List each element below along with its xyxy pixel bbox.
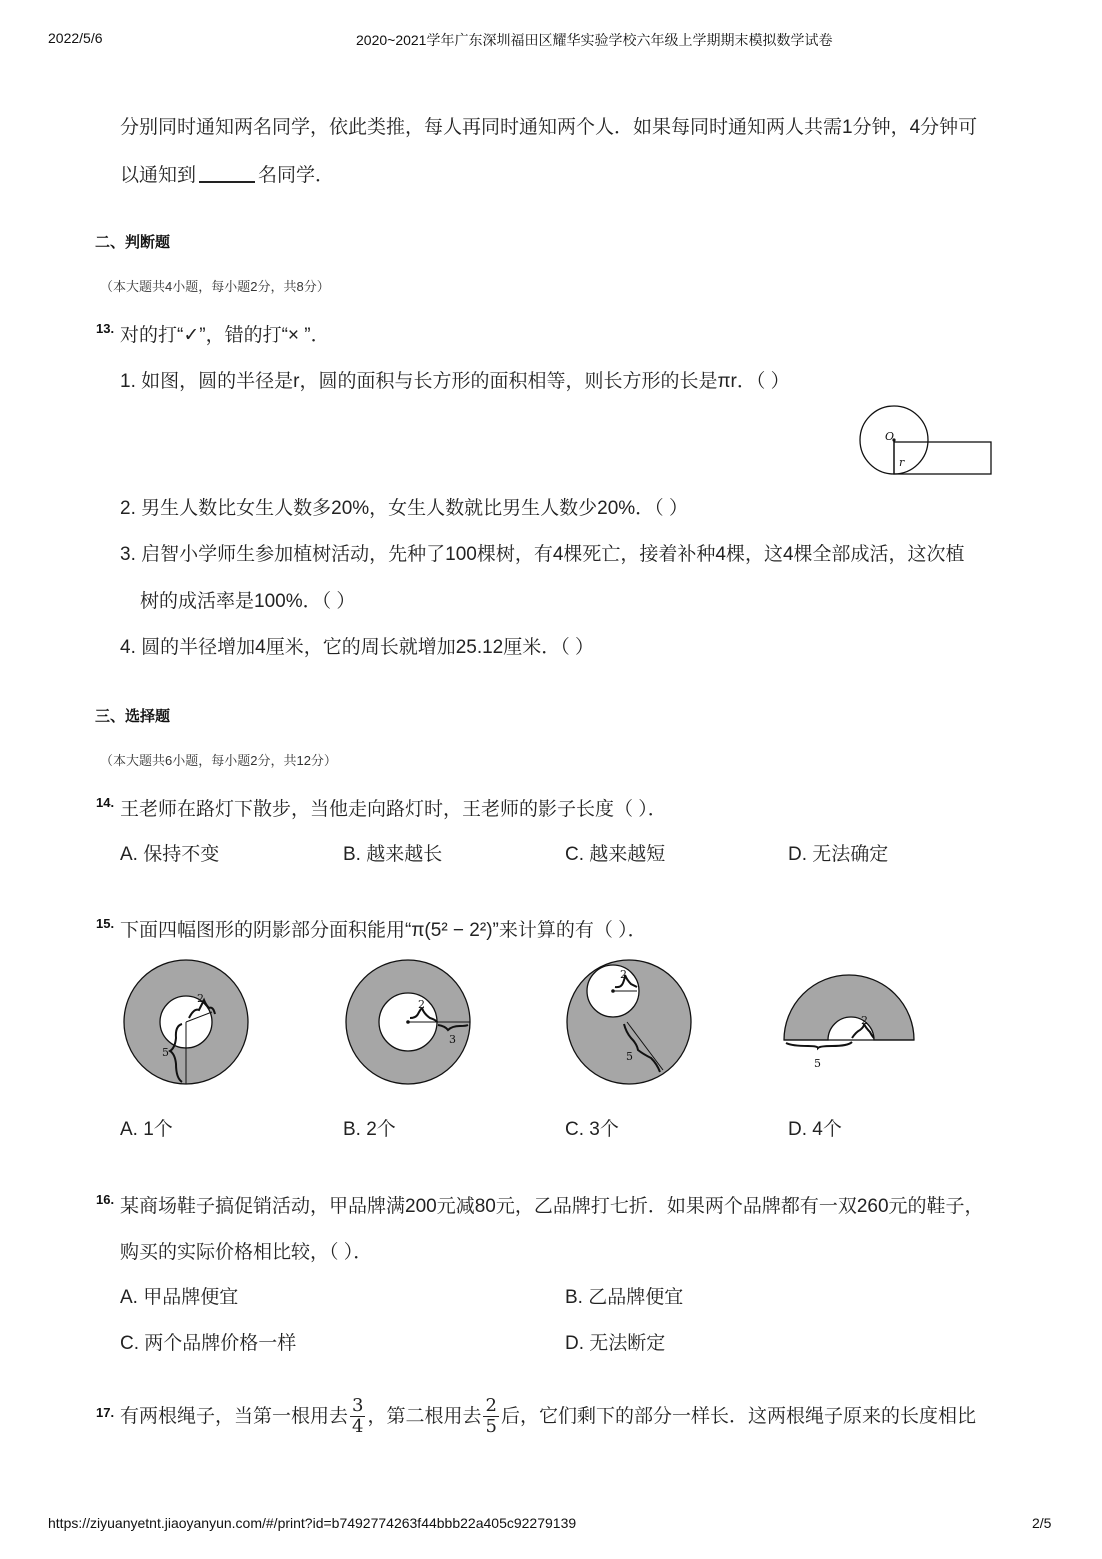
label-5: 5 <box>814 1057 821 1070</box>
q15-stem: 下面四幅图形的阴影部分面积能用“π(5² − 2²)”来计算的有（ ）． <box>120 920 647 941</box>
q16-option-d[interactable]: D. 无法断定 <box>565 1333 666 1354</box>
label-2: 2 <box>418 998 425 1011</box>
q17-part1: 有两根绳子，当第一根用去 <box>120 1406 349 1427</box>
semi-ring-figure <box>778 970 920 1076</box>
q14-option-a[interactable]: A. 保持不变 <box>120 844 220 865</box>
center-label: O <box>885 430 895 443</box>
label-5: 5 <box>162 1046 169 1059</box>
label-2: 2 <box>620 968 627 981</box>
q16-line1: 某商场鞋子搞促销活动，甲品牌满200元减80元，乙品牌打七折．如果两个品牌都有一双260元的鞋子， <box>120 1196 984 1217</box>
radius-label: r <box>899 456 905 469</box>
q14-stem: 王老师在路灯下散步，当他走向路灯时，王老师的影子长度（ ）． <box>120 799 667 820</box>
q12-line2-a: 以通知到 <box>120 165 197 186</box>
q12-line2 <box>120 163 334 188</box>
print-date: 2022/5/6 <box>48 30 103 46</box>
q17-stem <box>120 1394 976 1440</box>
section-note-choice: （本大题共6小题，每小题2分，共12分） <box>100 753 337 768</box>
q13-item-1: 1. 如图，圆的半径是r，圆的面积与长方形的面积相等，则长方形的长是πr．（ ） <box>120 371 790 392</box>
q13-item-3-cont: 树的成活率是100%．（ ） <box>140 591 356 612</box>
question-number-13: 13. <box>96 321 115 336</box>
q15-option-b[interactable]: B. 2个 <box>343 1119 396 1140</box>
q12-line2-b: 名同学． <box>258 165 335 186</box>
q17-part2: ，第二根用去 <box>367 1406 482 1427</box>
ring-figure-1 <box>120 958 254 1088</box>
circle-rectangle-figure <box>858 404 998 480</box>
q13-stem: 对的打“✓”，错的打“× ”． <box>120 325 330 346</box>
question-number-16: 16. <box>96 1192 115 1207</box>
q13-item-3: 3. 启智小学师生参加植树活动，先种了100棵树，有4棵死亡，接着补种4棵，这4棵全部成活，这次植 <box>120 544 965 565</box>
q14-option-c[interactable]: C. 越来越短 <box>565 844 666 865</box>
section-title-judgement: 二、判断题 <box>95 234 171 251</box>
q15-option-a[interactable]: A. 1个 <box>120 1119 173 1140</box>
q14-option-b[interactable]: B. 越来越长 <box>343 844 443 865</box>
question-number-15: 15. <box>96 916 115 931</box>
source-url[interactable]: https://ziyuanyetnt.jiaoyanyun.com/#/print?id=b7492774263f44bbb22a405c92279139 <box>48 1515 577 1531</box>
q12-line1: 分别同时通知两名同学，依此类推，每人再同时通知两个人．如果每同时通知两人共需1分钟，4分钟可 <box>120 117 978 138</box>
q16-option-a[interactable]: A. 甲品牌便宜 <box>120 1287 239 1308</box>
section-title-choice: 三、选择题 <box>95 708 171 725</box>
q15-option-d[interactable]: D. 4个 <box>788 1119 842 1140</box>
q16-option-b[interactable]: B. 乙品牌便宜 <box>565 1287 684 1308</box>
q16-line2: 购买的实际价格相比较，（ ）． <box>120 1242 373 1263</box>
q15-option-c[interactable]: C. 3个 <box>565 1119 619 1140</box>
question-number-14: 14. <box>96 795 115 810</box>
fraction-two-fifths: $\frac{2}{5}$ <box>485 1395 497 1438</box>
q13-item-4: 4. 圆的半径增加4厘米，它的周长就增加25.12厘米．（ ） <box>120 637 595 658</box>
label-2: 2 <box>197 992 204 1005</box>
q16-option-c[interactable]: C. 两个品牌价格一样 <box>120 1333 297 1354</box>
q14-option-d[interactable]: D. 无法确定 <box>788 844 889 865</box>
question-number-17: 17. <box>96 1405 115 1420</box>
ring-figure-3 <box>563 958 697 1088</box>
label-5: 5 <box>626 1050 633 1063</box>
answer-blank <box>199 163 255 183</box>
section-note-judgement: （本大题共4小题，每小题2分，共8分） <box>100 279 330 294</box>
ring-figure-2 <box>342 958 476 1088</box>
label-2: 2 <box>861 1014 868 1027</box>
label-3: 3 <box>449 1033 456 1046</box>
page-number: 2/5 <box>1032 1515 1052 1531</box>
fraction-three-quarters: $\frac{3}{4}$ <box>352 1395 364 1438</box>
q17-part3: 后，它们剩下的部分一样长．这两根绳子原来的长度相比 <box>500 1406 976 1427</box>
q13-item-2: 2. 男生人数比女生人数多20%，女生人数就比男生人数少20%．（ ） <box>120 498 688 519</box>
document-title: 2020~2021学年广东深圳福田区耀华实验学校六年级上学期期末模拟数学试卷 <box>356 32 833 48</box>
